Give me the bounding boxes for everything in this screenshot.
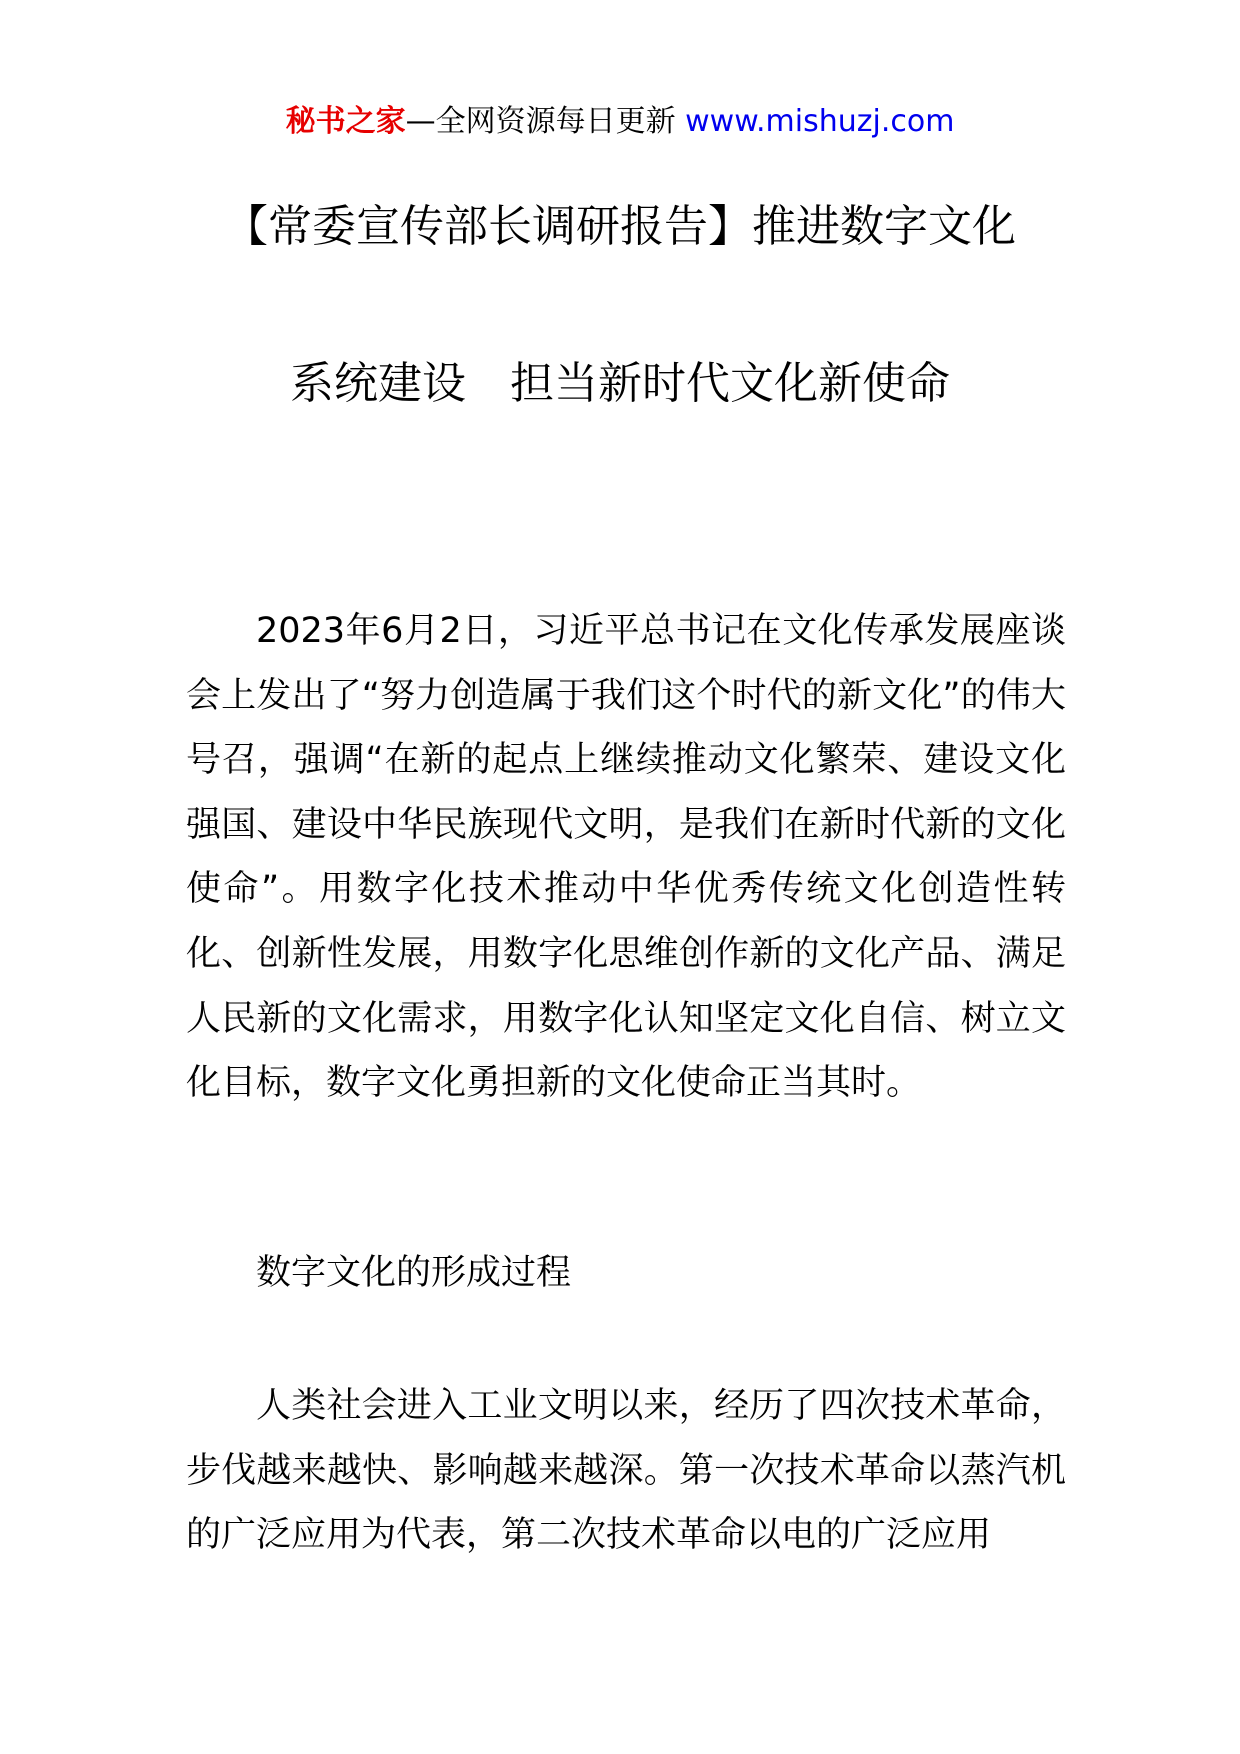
site-header [0, 100, 1240, 144]
site-url-link[interactable]: www.mishuzj.com [685, 104, 955, 139]
document-title-line-1: 【常委宣传部长调研报告】推进数字文化 [224, 201, 1016, 252]
document-title-line-2: 系统建设 担当新时代文化新使命 [290, 358, 950, 409]
site-tagline: —全网资源每日更新 [405, 104, 676, 139]
site-brand: 秘书之家 [285, 104, 406, 139]
body-paragraph-intro: 2023年6月2日，习近平总书记在文化传承发展座谈会上发出了“努力创造属于我们这个时代的新文化”的伟大号召，强调“在新的起点上继续推动文化繁荣、建设文化强国、建设中华民族现代文明，是我们在新时代新的文化使命”。用数字化技术推动中华优秀传统文化创造性转化、创新性发展，用数字化思维创作新的文化产品、满足人民新的文化需求，用数字化认知坚定文化自信、树立文化目标，数字文化勇担新的文化使命正当其时。 [186, 611, 1066, 1104]
body-paragraph-history: 人类社会进入工业文明以来，经历了四次技术革命，步伐越来越快、影响越来越深。第一次技术革命以蒸汽机的广泛应用为代表，第二次技术革命以电的广泛应用 [186, 1386, 1066, 1556]
section-heading: 数字文化的形成过程 [256, 1253, 572, 1293]
